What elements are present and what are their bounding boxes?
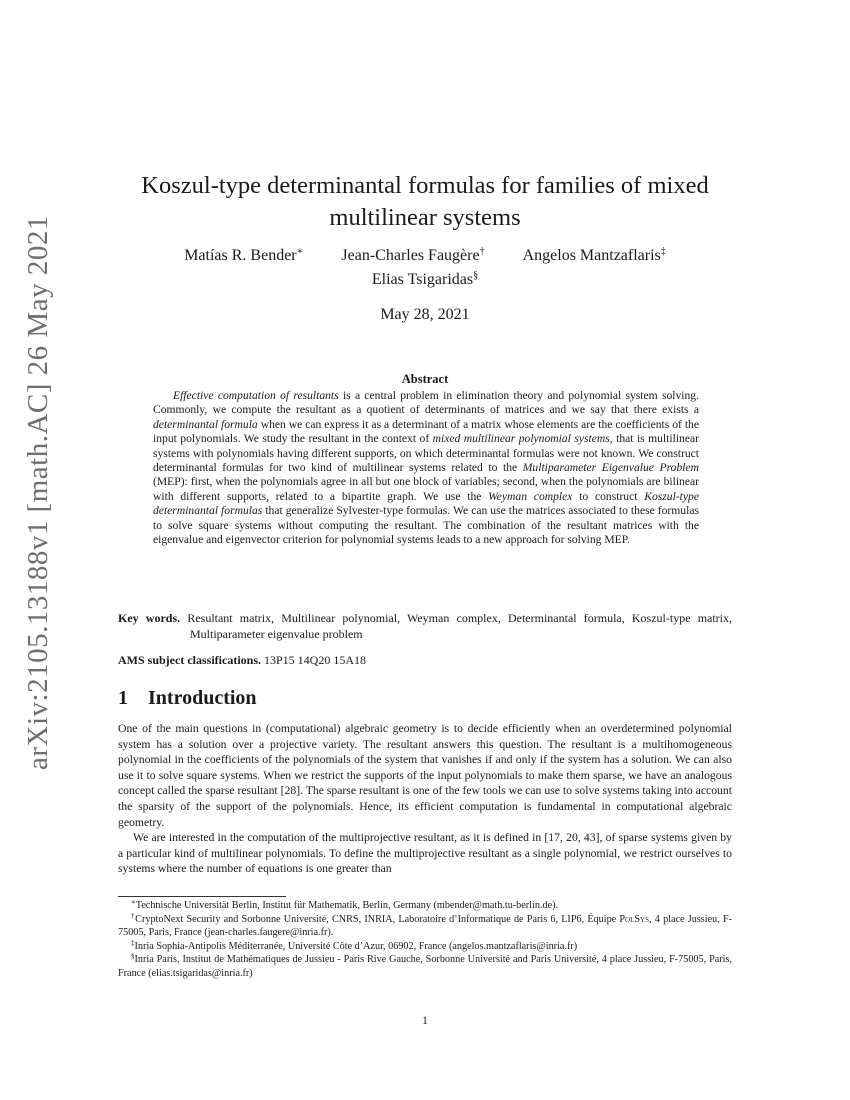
- keywords: [118, 610, 732, 642]
- publication-date: May 28, 2021: [380, 306, 470, 323]
- author: Matías R. Bender∗: [184, 246, 304, 264]
- paper-title: Koszul-type determinantal formulas for families of mixed multilinear systems: [141, 172, 709, 231]
- abstract-text: Effective computation of resultants is a central problem in elimination theory and polynomial system solving. Commonly, we compute the resultant as a quotient of determinants of matrices and we say that there exists a determinantal formula when we can express it as a determinant of a matrix whose elements are the coefficients of the input polynomials. We study the resultant in the context of mixed multilinear polynomial systems, that is multilinear systems with polynomials having different supports, on which determinantal formulas were not known. We construct determinantal formulas for two kind of multilinear systems related to the Multiparameter Eigenvalue Problem (MEP): first, when the polynomials agree in all but one block of variables; second, when the polynomials are bilinear with different supports, related to a bipartite graph. We use the Weyman complex to construct Koszul-type determinantal formulas that generalize Sylvester-type formulas. We can use the matrices associated to these formulas to solve square systems without computing the resultant. The combination of the resultant matrices with the eigenvalue and eigenvector criterion for polynomial systems leads to a new approach for solving MEP.: [153, 389, 699, 547]
- ams-codes: 13P15 14Q20 15A18: [264, 653, 367, 667]
- footnote: ∗Technische Universität Berlin, Institut für Mathematik, Berlin, Germany (mbender@math.tu-berlin.de).: [131, 898, 559, 911]
- author-list: [118, 244, 732, 292]
- page-number: 1: [422, 1013, 428, 1027]
- keywords-text: Resultant matrix, Multilinear polynomial, Weyman complex, Determinantal formula, Koszul-type matrix, Multiparameter eigenvalue problem: [187, 611, 733, 641]
- footnote-divider: [118, 896, 286, 897]
- author: Jean-Charles Faugère†: [341, 246, 485, 264]
- paragraph: One of the main questions in (computational) algebraic geometry is to decide efficiently when an overdetermined polynomial system has a solution over a projective variety. The resultant answers this question. The resultant is a multihomogeneous polynomial in the coefficients of the polynomials of the system that vanishes if and only if the system has a solution. We can also use it to solve square systems. When we restrict the supports of the input polynomials to make them sparse, we have an analogous concept called the sparse resultant [28]. The sparse resultant is one of the few tools we can use to solve systems taking into account the sparsity of the support of the polynomials. Hence, its efficient computation is fundamental in computational algebraic geometry.: [118, 722, 732, 829]
- footnote: †CryptoNext Security and Sorbonne Université, CNRS, INRIA, Laboratoire d’Informatique de Paris 6, LIP6, Équipe PolSys, 4 place Jussieu, F-75005, Paris, France (jean-charles.faugere@inria.fr).: [118, 911, 732, 939]
- author: Angelos Mantzaflaris‡: [522, 246, 666, 264]
- abstract-heading: Abstract: [401, 372, 449, 386]
- ams-classification: [118, 652, 732, 668]
- footnotes: [118, 899, 732, 981]
- introduction-body: [118, 721, 732, 877]
- footnote: §Inria Paris, Institut de Mathématiques de Jussieu - Paris Rive Gauche, Sorbonne Université and Paris Université, 4 place Jussieu, F-75005, Paris, France (elias.tsigaridas@inria.fr): [118, 952, 732, 979]
- paragraph: We are interested in the computation of the multiprojective resultant, as it is defined in [17, 20, 43], of sparse systems given by a particular kind of multilinear polynomials. To define the multiprojective resultant as a single polynomial, we restrict ourselves to systems where the number of equations is one greater than: [118, 831, 732, 876]
- keywords-label: Key words.: [118, 611, 181, 625]
- arxiv-identifier-stamp: arXiv:2105.13188v1 [math.AC] 26 May 2021: [22, 215, 54, 770]
- author: Elias Tsigaridas§: [371, 270, 479, 288]
- footnote: ‡Inria Sophia-Antipolis Méditerranée, Université Côte d’Azur, 06902, France (angelos.mantzaflaris@inria.fr): [131, 938, 578, 952]
- ams-label: AMS subject classifications.: [118, 653, 261, 667]
- section-heading: 1 Introduction: [118, 687, 257, 709]
